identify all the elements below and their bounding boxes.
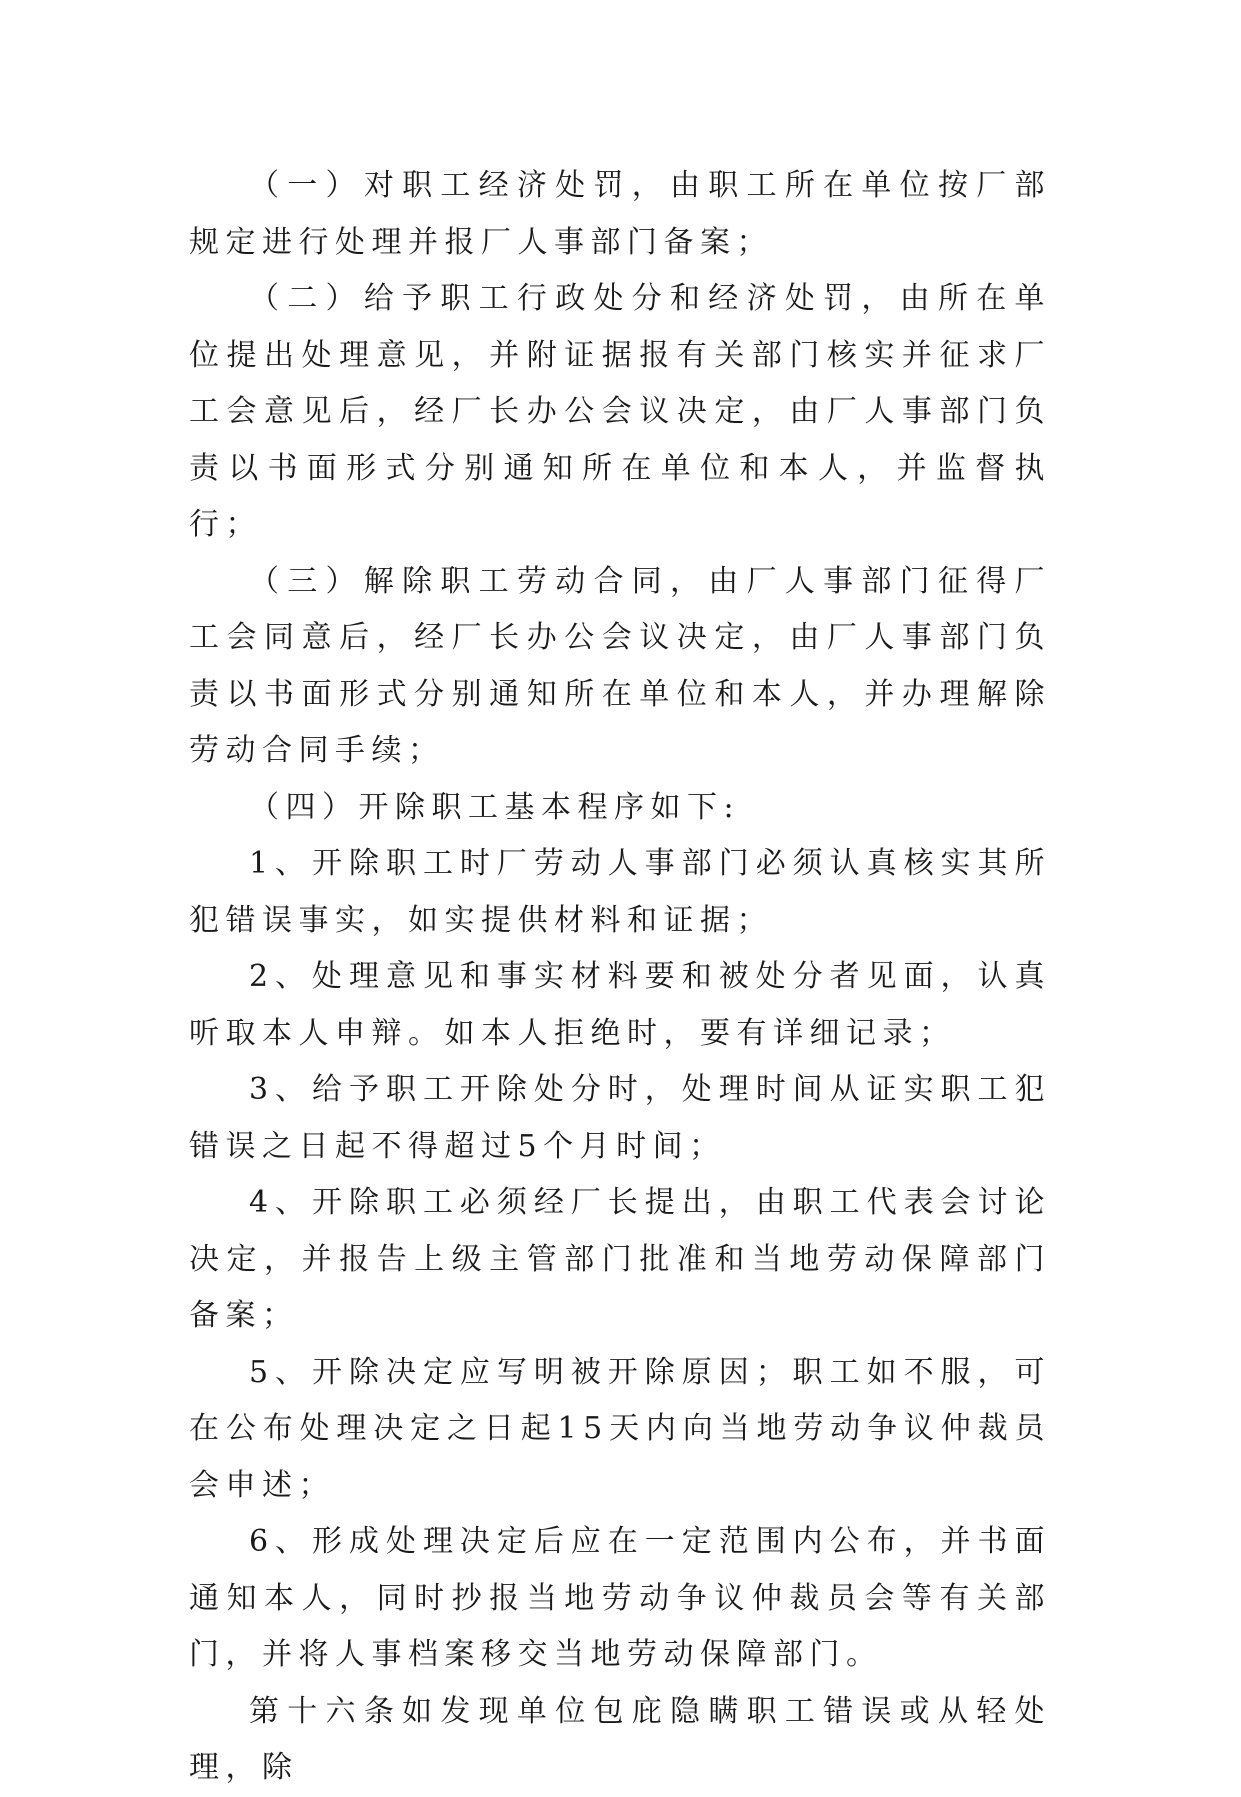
dismissal-step-6: 6、形成处理决定后应在一定范围内公布，并书面通知本人，同时抄报当地劳动争议仲裁员会等有关部门，并将人事档案移交当地劳动保障部门。 (189, 1524, 1051, 1672)
document-body (189, 158, 1051, 1797)
clause-1-economic-penalty: （一）对职工经济处罚，由职工所在单位按厂部规定进行处理并报厂人事部门备案； (189, 168, 1051, 260)
dismissal-step-2: 2、处理意见和事实材料要和被处分者见面，认真听取本人申辩。如本人拒绝时，要有详细记录； (189, 959, 1051, 1051)
clause-2-administrative-penalty: （二）给予职工行政处分和经济处罚，由所在单位提出处理意见，并附证据报有关部门核实并征求厂工会意见后，经厂长办公会议决定，由厂人事部门负责以书面形式分别通知所在单位和本人，并监督执行； (189, 281, 1051, 542)
clause-4-dismissal-procedure: （四）开除职工基本程序如下: (249, 789, 741, 825)
dismissal-step-4: 4、开除职工必须经厂长提出，由职工代表会讨论决定，并报告上级主管部门批准和当地劳动保障部门备案； (189, 1185, 1051, 1333)
dismissal-step-5: 5、开除决定应写明被开除原因；职工如不服，可在公布处理决定之日起15天内向当地劳动争议仲裁员会申述； (189, 1354, 1051, 1503)
dismissal-step-1: 1、开除职工时厂劳动人事部门必须认真核实其所犯错误事实，如实提供材料和证据； (189, 846, 1051, 938)
clause-3-contract-termination: （三）解除职工劳动合同，由厂人事部门征得厂工会同意后，经厂长办公会议决定，由厂人事部门负责以书面形式分别通知所在单位和本人，并办理解除劳动合同手续； (189, 563, 1051, 768)
dismissal-step-3: 3、给予职工开除处分时，处理时间从证实职工犯错误之日起不得超过5个月时间； (189, 1072, 1051, 1164)
article-16: 第十六条如发现单位包庇隐瞒职工错误或从轻处理，除 (189, 1693, 1051, 1785)
